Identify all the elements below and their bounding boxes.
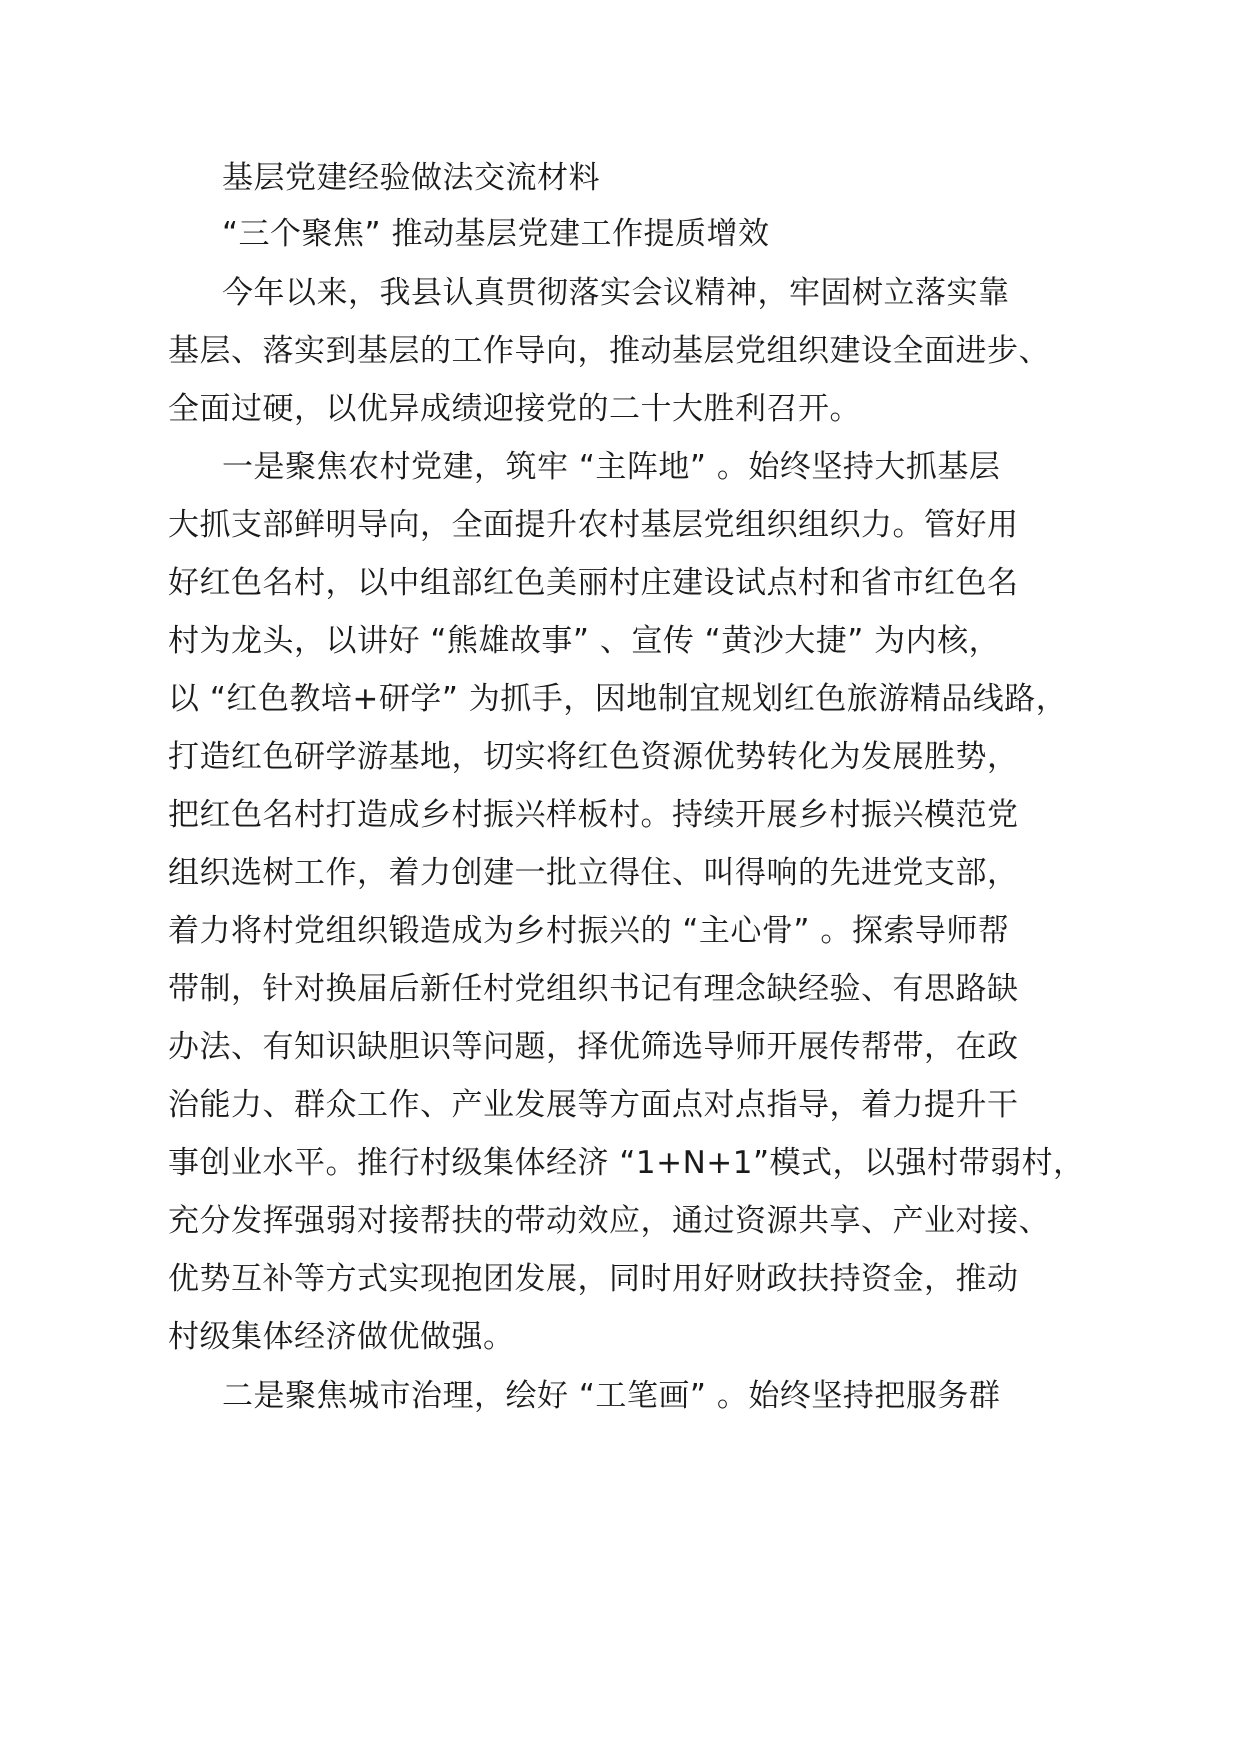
body-line: 带制，针对换届后新任村党组织书记有理念缺经验、有思路缺 [168,971,1019,1007]
body-line: 基层、落实到基层的工作导向，推动基层党组织建设全面进步、 [168,333,1050,369]
document-title: 基层党建经验做法交流材料 [222,160,600,196]
body-line: 组织选树工作，着力创建一批立得住、叫得响的先进党支部， [168,855,1019,891]
body-line: 村为龙头，以讲好 “熊雄故事” 、宣传 “黄沙大捷” 为内核， [168,623,1001,659]
body-line: 把红色名村打造成乡村振兴样板村。持续开展乡村振兴模范党 [168,797,1019,833]
body-line: 今年以来，我县认真贯彻落实会议精神，牢固树立落实靠 [222,275,1010,311]
body-line: 以 “红色教培+研学” 为抓手，因地制宜规划红色旅游精品线路， [168,681,1068,717]
body-line: 事创业水平。推行村级集体经济 “1+N+1”模式，以强村带弱村， [168,1145,1085,1181]
body-line: 好红色名村，以中组部红色美丽村庄建设试点村和省市红色名 [168,565,1019,601]
body-line: 二是聚焦城市治理，绘好 “工笔画” 。始终坚持把服务群 [222,1378,1001,1414]
body-line: 充分发挥强弱对接帮扶的带动效应，通过资源共享、产业对接、 [168,1203,1050,1239]
body-line: 一是聚焦农村党建，筑牢 “主阵地” 。始终坚持大抓基层 [222,449,1001,485]
body-line: 打造红色研学游基地，切实将红色资源优势转化为发展胜势， [168,739,1019,775]
body-line: 办法、有知识缺胆识等问题，择优筛选导师开展传帮带，在政 [168,1029,1019,1065]
body-line: 治能力、群众工作、产业发展等方面点对点指导，着力提升干 [168,1087,1019,1123]
document-subtitle: “三个聚焦” 推动基层党建工作提质增效 [222,216,770,252]
body-line: 着力将村党组织锻造成为乡村振兴的 “主心骨” 。探索导师帮 [168,913,1010,949]
body-line: 大抓支部鲜明导向，全面提升农村基层党组织组织力。管好用 [168,507,1019,543]
body-line: 优势互补等方式实现抱团发展，同时用好财政扶持资金，推动 [168,1261,1019,1297]
body-line: 全面过硬，以优异成绩迎接党的二十大胜利召开。 [168,391,861,427]
body-line: 村级集体经济做优做强。 [168,1319,515,1355]
